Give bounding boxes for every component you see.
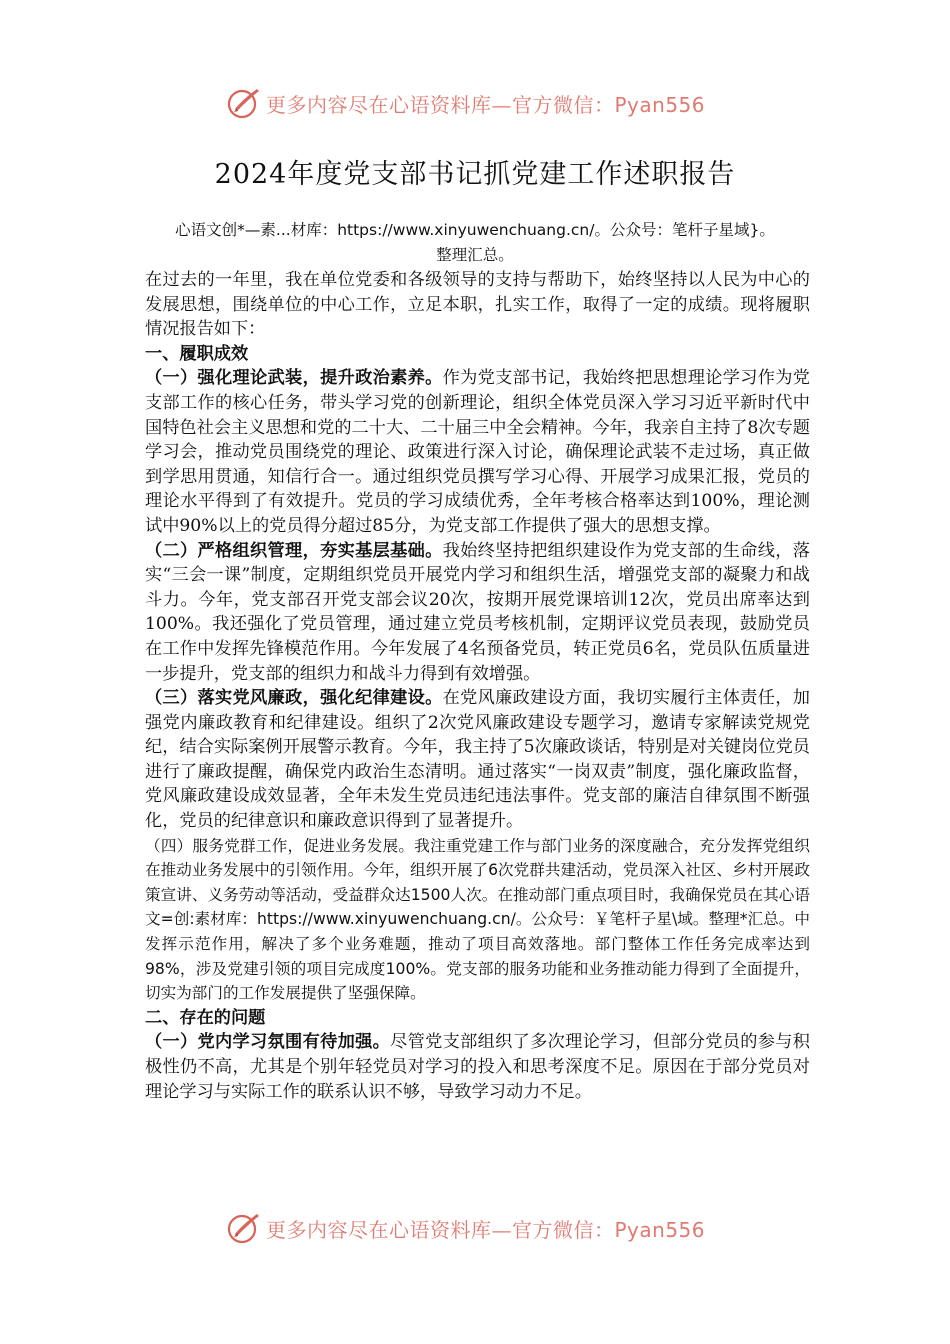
banner-text: 更多内容尽在心语资料库—官方微信：Pyan556 bbox=[266, 1217, 706, 1242]
paragraph-text: 作为党支部书记，我始终把思想理论学习作为党支部工作的核心任务，带头学习党的创新理论，组织全体党员深入学习习近平新时代中国特色社会主义思想和党的二十大、二十届三中全会精神。今年，我亲自主持了8次专题学习会，推动党员围绕党的理论、政策进行深入讨论，确保理论武装不走过场，真正做到学思用贯通，知信行合一。通过组织党员撰写学习心得、开展学习成果汇报，党员的理论水平得到了有效提升。党员的学习成绩优秀，全年考核合格率达到100%，理论测试中90%以上的党员得分超过85分，为党支部工作提供了强大的思想支撑。 bbox=[145, 368, 810, 536]
page-title: 2024年度党支部书记抓党建工作述职报告 bbox=[214, 159, 736, 190]
paragraph-lead: （四）服务党群工作，促进业务发展。 bbox=[145, 836, 415, 855]
paragraph-text: 尽管党支部组织了多次理论学习，但部分党员的参与积极性仍不高，尤其是个别年轻党员对学习的投入和思考深度不足。原因在于部分党员对理论学习与实际工作的联系认识不够，导致学习动力不足。 bbox=[145, 1032, 810, 1102]
paragraph-text: 我注重党建工作与部门业务的深度融合，充分发挥党组织在推动业务发展中的引领作用。今年，组织开展了6次党群共建活动，党员深入社区、乡村开展政策宣讲、义务劳动等活动，受益群众达1500人次。在推动部门重点项目时，我确保党员在其心语文=创:素材库：https://www.xinyuwenchuang.cn/。公众号：￥笔杆子星\域。整理*汇总。中发挥示范作用，解决了多个业务难题，推动了项目高效落地。部门整体工作任务完成率达到98%，涉及党建引领的项目完成度100%。党支部的服务功能和业务推动能力得到了全面提升，切实为部门的工作发展提供了坚强保障。 bbox=[145, 836, 810, 1003]
paragraph-lead: （一）党内学习氛围有待加强。 bbox=[145, 1032, 391, 1053]
source-line: 心语文创*—素...材库：https://www.xinyuwenchuang.cn/。公众号：笔杆子星域}。 bbox=[175, 221, 775, 239]
banner-text: 更多内容尽在心语资料库—官方微信：Pyan556 bbox=[266, 92, 706, 117]
paragraph-lead: （三）落实党风廉政，强化纪律建设。 bbox=[145, 688, 443, 709]
source-line-continued: 整理汇总。 bbox=[436, 246, 514, 264]
paragraph bbox=[145, 366, 810, 538]
paragraph-lead: （二）严格组织管理，夯实基层基础。 bbox=[145, 540, 443, 561]
paragraph bbox=[145, 834, 810, 1006]
report-body bbox=[145, 268, 810, 1104]
paragraph bbox=[145, 539, 810, 687]
paragraph-text: 在党风廉政建设方面，我切实履行主体责任，加强党内廉政教育和纪律建设。组织了2次党风廉政建设专题学习，邀请专家解读党规党纪，结合实际案例开展警示教育。今年，我主持了5次廉政谈话，特别是对关键岗位党员进行了廉政提醒，确保党内政治生态清明。通过落实“一岗双责”制度，强化廉政监督，党风廉政建设成效显著，全年未发生党员违纪违法事件。党支部的廉洁自律氛围不断强化，党员的纪律意识和廉政意识得到了显著提升。 bbox=[145, 688, 810, 832]
wechat-id: Pyan556 bbox=[614, 92, 706, 117]
wechat-id: Pyan556 bbox=[614, 1217, 706, 1242]
pen-logo-icon bbox=[226, 1210, 262, 1246]
paragraph bbox=[145, 686, 810, 834]
paragraph bbox=[145, 1030, 810, 1104]
section-heading: 二、存在的问题 bbox=[145, 1007, 266, 1028]
paragraph-text: 我始终坚持把组织建设作为党支部的生命线，落实“三会一课”制度，定期组织党员开展党内学习和组织生活，增强党支部的凝聚力和战斗力。今年，党支部召开党支部会议20次，按期开展党课培训12次，党员出席率达到100%。我还强化了党员管理，通过建立党员考核机制，定期评议党员表现，鼓励党员在工作中发挥先锋模范作用。今年发展了4名预备党员，转正党员6名，党员队伍质量进一步提升，党支部的组织力和战斗力得到有效增强。 bbox=[145, 540, 810, 684]
section-heading: 一、履职成效 bbox=[145, 343, 249, 364]
header-banner bbox=[226, 83, 746, 123]
paragraph-lead: （一）强化理论武装，提升政治素养。 bbox=[145, 368, 443, 389]
intro-paragraph: 在过去的一年里，我在单位党委和各级领导的支持与帮助下，始终坚持以人民为中心的发展思想，围绕单位的中心工作，立足本职，扎实工作，取得了一定的成绩。现将履职情况报告如下： bbox=[145, 270, 810, 340]
pen-logo-icon bbox=[226, 85, 262, 121]
footer-banner bbox=[226, 1208, 746, 1248]
